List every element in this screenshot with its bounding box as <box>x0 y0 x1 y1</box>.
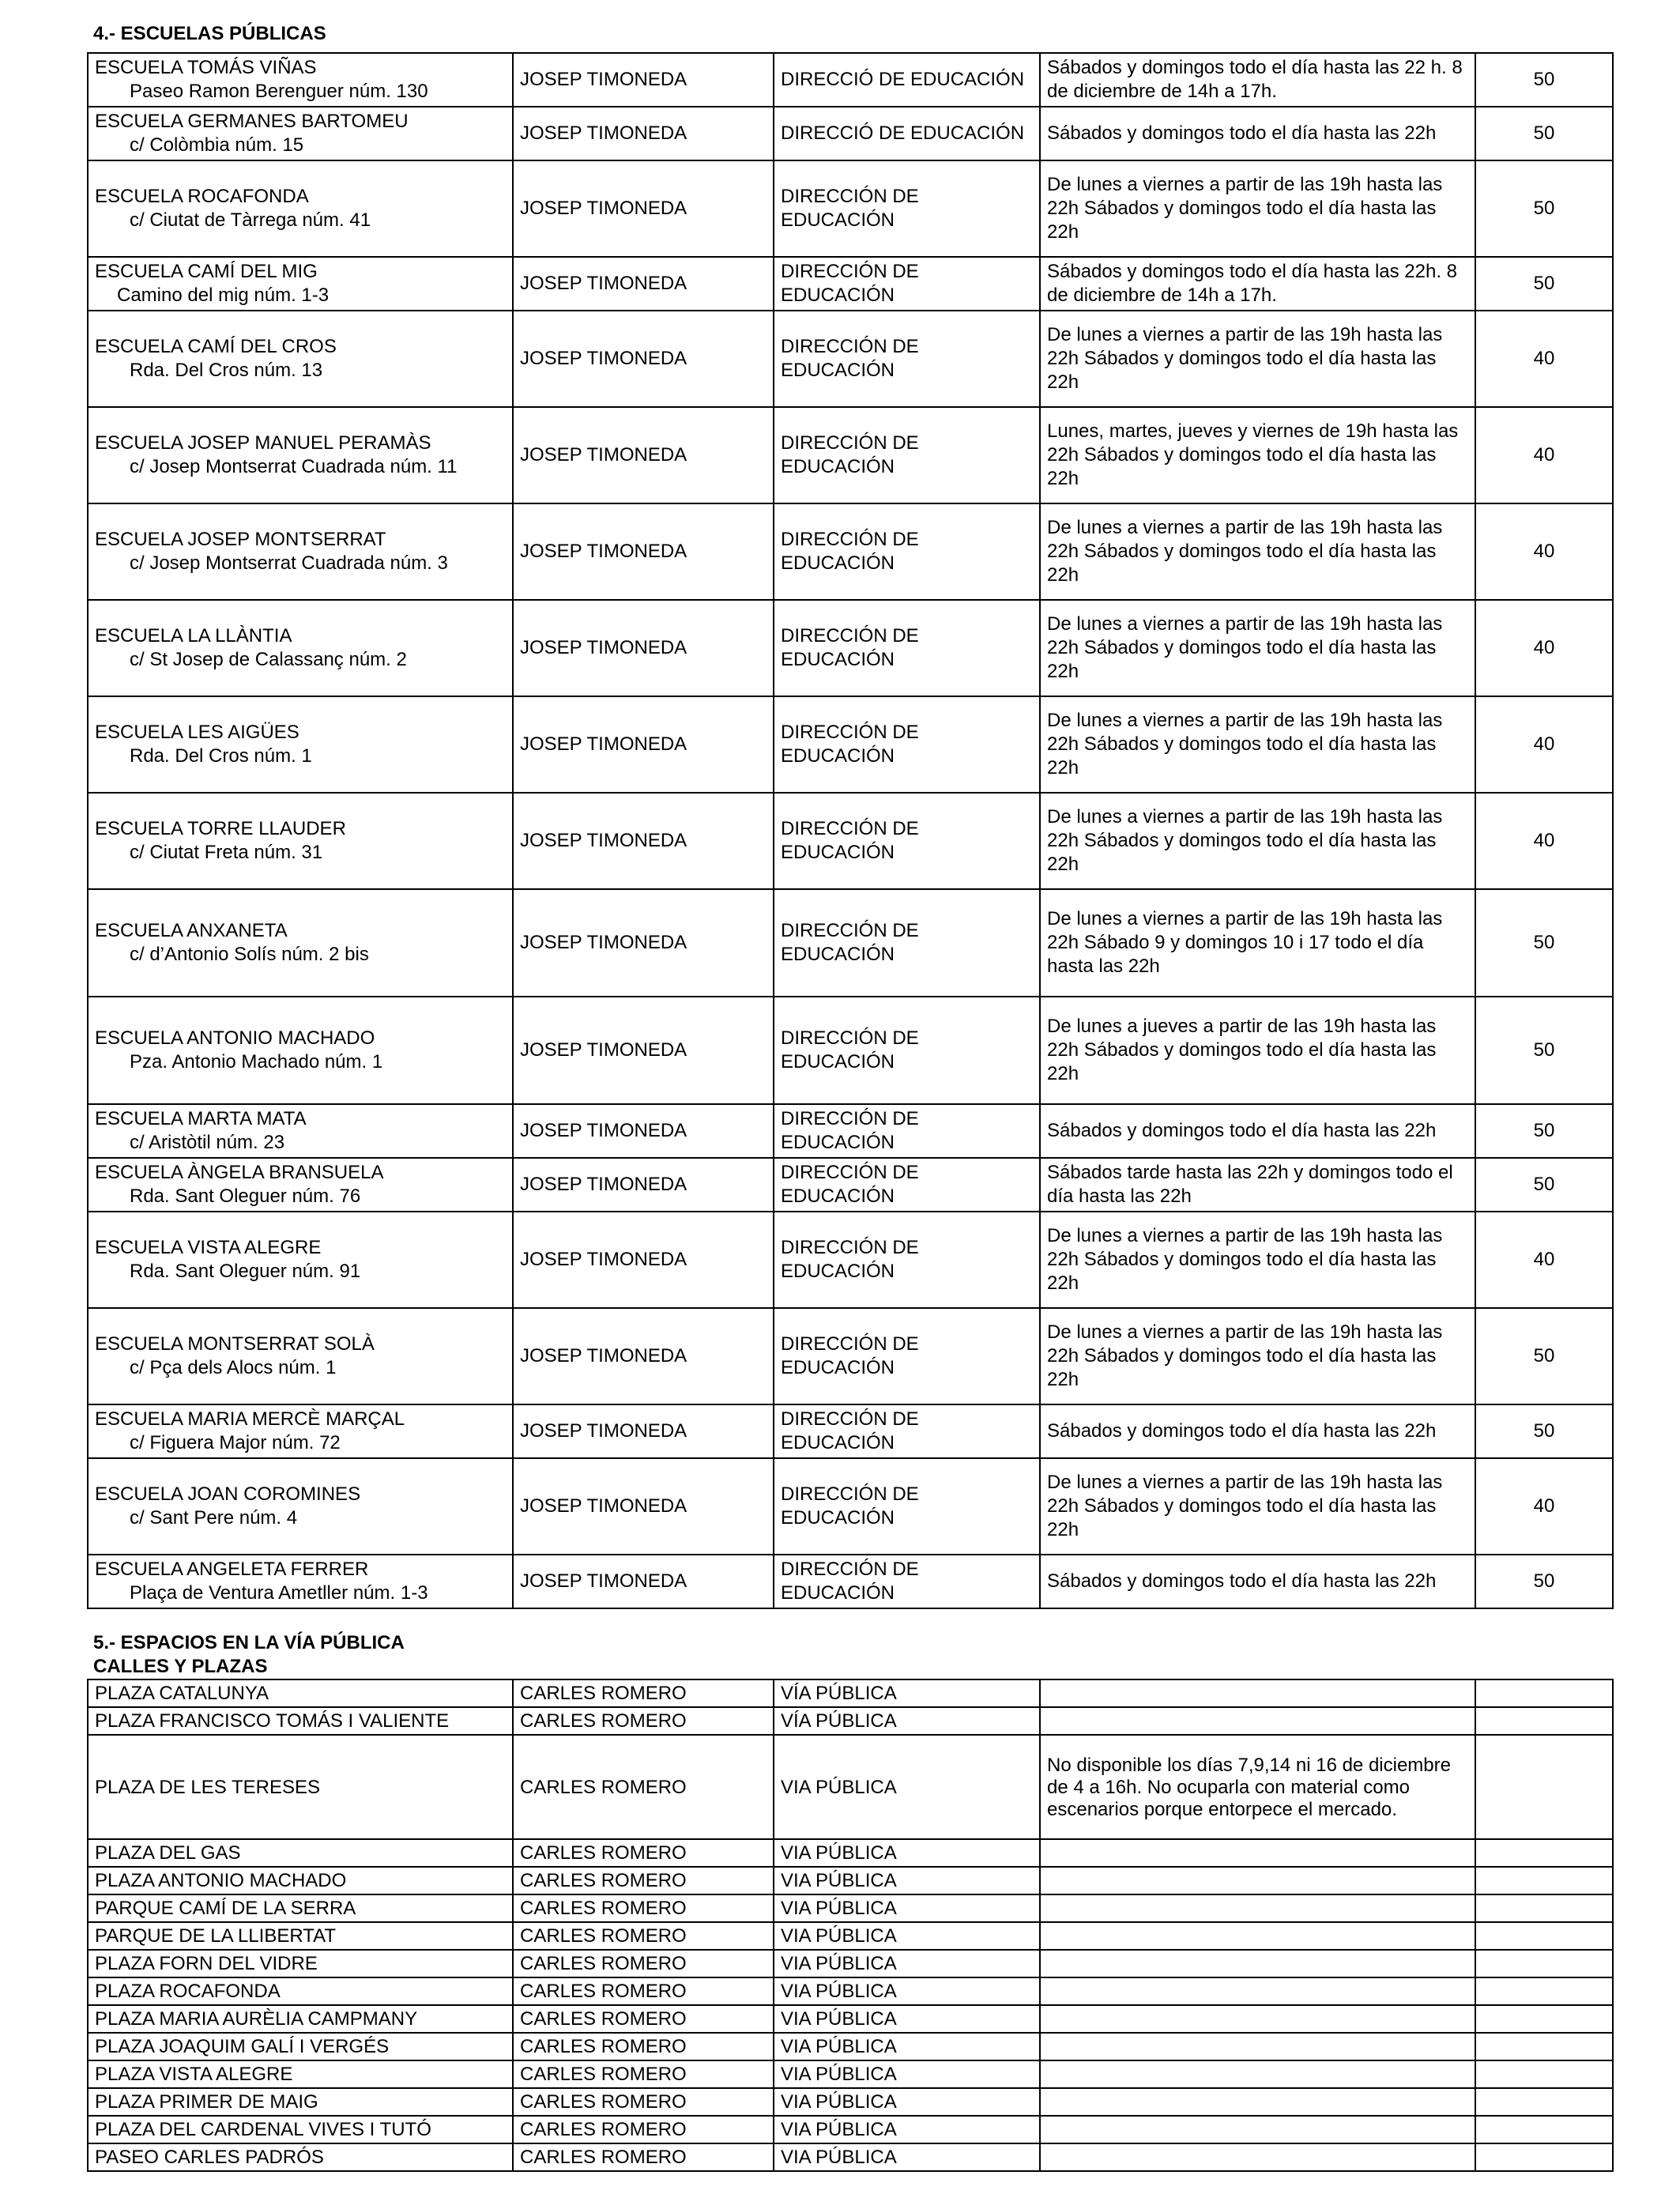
schedule-cell: De lunes a viernes a partir de las 19h hasta las 22h Sábados y domingos todo el día hasta las 22h <box>1040 793 1475 889</box>
school-name-cell <box>88 160 513 257</box>
schedule-cell: Sábados y domingos todo el día hasta las 22h <box>1040 107 1475 160</box>
department-cell: DIRECCIÓN DE EDUCACIÓN <box>774 1404 1040 1458</box>
table-row <box>88 889 1613 997</box>
capacity-cell <box>1475 1867 1613 1894</box>
department-cell: VIA PÚBLICA <box>774 2143 1040 2171</box>
capacity-cell <box>1475 1950 1613 1977</box>
table-row <box>88 2005 1613 2033</box>
space-name-cell: PLAZA DE LES TERESES <box>88 1735 513 1839</box>
department-cell: DIRECCIÓN DE EDUCACIÓN <box>774 793 1040 889</box>
contact-cell: JOSEP TIMONEDA <box>513 503 774 600</box>
table-row <box>88 1158 1613 1212</box>
table-row <box>88 107 1613 160</box>
school-name: ESCUELA LES AIGÜES <box>95 722 299 743</box>
space-name-cell: PLAZA VISTA ALEGRE <box>88 2060 513 2088</box>
department-cell: DIRECCIÓN DE EDUCACIÓN <box>774 889 1040 997</box>
department-cell: VIA PÚBLICA <box>774 1950 1040 1977</box>
contact-cell: CARLES ROMERO <box>513 1839 774 1867</box>
table-row <box>88 2060 1613 2088</box>
contact-cell: CARLES ROMERO <box>513 2116 774 2143</box>
school-name-cell <box>88 1104 513 1158</box>
department-cell: DIRECCIÓN DE EDUCACIÓN <box>774 1555 1040 1608</box>
schedule-cell: Sábados y domingos todo el día hasta las 22h <box>1040 1555 1475 1608</box>
schedule-cell: De lunes a viernes a partir de las 19h hasta las 22h Sábados y domingos todo el día hasta las 22h <box>1040 696 1475 793</box>
notes-cell <box>1040 2033 1475 2060</box>
school-name-cell <box>88 889 513 997</box>
public-schools-table <box>87 52 1614 1609</box>
school-address: c/ Figuera Major núm. 72 <box>130 1432 341 1453</box>
school-name: ESCUELA ANGELETA FERRER <box>95 1559 369 1580</box>
school-name: ESCUELA JOSEP MONTSERRAT <box>95 529 386 550</box>
school-name-cell <box>88 1308 513 1404</box>
schedule-cell: Lunes, martes, jueves y viernes de 19h hasta las 22h Sábados y domingos todo el día hasta las 22h <box>1040 407 1475 503</box>
table-row <box>88 311 1613 407</box>
capacity-cell <box>1475 2116 1613 2143</box>
school-address: c/ Ciutat de Tàrrega núm. 41 <box>130 209 371 231</box>
school-name-cell <box>88 997 513 1104</box>
school-name-cell <box>88 696 513 793</box>
section-5-subtitle: CALLES Y PLAZAS <box>93 1656 268 1677</box>
table-row <box>88 2088 1613 2116</box>
contact-cell: JOSEP TIMONEDA <box>513 160 774 257</box>
capacity-cell: 40 <box>1475 1212 1613 1308</box>
contact-cell: JOSEP TIMONEDA <box>513 889 774 997</box>
school-name-cell <box>88 1555 513 1608</box>
table-row <box>88 600 1613 696</box>
department-cell: VIA PÚBLICA <box>774 1977 1040 2005</box>
school-name: ESCUELA ANXANETA <box>95 920 288 941</box>
contact-cell: CARLES ROMERO <box>513 1922 774 1950</box>
space-name-cell: PLAZA ROCAFONDA <box>88 1977 513 2005</box>
section-4-title: 4.- ESCUELAS PÚBLICAS <box>93 23 326 44</box>
school-name-cell <box>88 311 513 407</box>
table-row <box>88 1308 1613 1404</box>
department-cell: VIA PÚBLICA <box>774 1922 1040 1950</box>
department-cell: DIRECCIÓN DE EDUCACIÓN <box>774 1104 1040 1158</box>
space-name-cell: PLAZA JOAQUIM GALÍ I VERGÉS <box>88 2033 513 2060</box>
contact-cell: CARLES ROMERO <box>513 1950 774 1977</box>
table-row <box>88 53 1613 107</box>
capacity-cell <box>1475 2143 1613 2171</box>
notes-cell <box>1040 1839 1475 1867</box>
school-name-cell <box>88 793 513 889</box>
school-name: ESCUELA TOMÁS VIÑAS <box>95 57 317 78</box>
school-name: ESCUELA CAMÍ DEL MIG <box>95 261 318 282</box>
school-address: Rda. Sant Oleguer núm. 76 <box>130 1186 361 1207</box>
department-cell: VIA PÚBLICA <box>774 1894 1040 1922</box>
table-row <box>88 1707 1613 1735</box>
contact-cell: JOSEP TIMONEDA <box>513 311 774 407</box>
schedule-cell: De lunes a viernes a partir de las 19h hasta las 22h Sábados y domingos todo el día hasta las 22h <box>1040 311 1475 407</box>
contact-cell: JOSEP TIMONEDA <box>513 257 774 311</box>
school-address: Plaça de Ventura Ametller núm. 1-3 <box>130 1582 428 1604</box>
capacity-cell <box>1475 1735 1613 1839</box>
contact-cell: CARLES ROMERO <box>513 2033 774 2060</box>
public-spaces-table-body <box>88 1679 1613 2171</box>
capacity-cell <box>1475 1839 1613 1867</box>
school-name: ESCUELA ÀNGELA BRANSUELA <box>95 1162 384 1183</box>
department-cell: VIA PÚBLICA <box>774 2116 1040 2143</box>
schedule-cell: Sábados y domingos todo el día hasta las 22 h. 8 de diciembre de 14h a 17h. <box>1040 53 1475 107</box>
capacity-cell <box>1475 2060 1613 2088</box>
public-spaces-table <box>87 1679 1614 2172</box>
schedule-cell: De lunes a viernes a partir de las 19h hasta las 22h Sábados y domingos todo el día hasta las 22h <box>1040 1212 1475 1308</box>
capacity-cell: 40 <box>1475 600 1613 696</box>
department-cell: DIRECCIÓN DE EDUCACIÓN <box>774 600 1040 696</box>
school-name: ESCUELA MONTSERRAT SOLÀ <box>95 1333 375 1355</box>
table-row <box>88 1894 1613 1922</box>
table-row <box>88 1867 1613 1894</box>
school-name-cell <box>88 53 513 107</box>
table-row <box>88 2143 1613 2171</box>
school-name: ESCUELA JOAN COROMINES <box>95 1483 361 1505</box>
school-address: c/ Colòmbia núm. 15 <box>130 134 304 156</box>
table-row <box>88 1977 1613 2005</box>
notes-cell <box>1040 1894 1475 1922</box>
capacity-cell: 40 <box>1475 311 1613 407</box>
department-cell: VIA PÚBLICA <box>774 1867 1040 1894</box>
department-cell: VIA PÚBLICA <box>774 1839 1040 1867</box>
contact-cell: JOSEP TIMONEDA <box>513 793 774 889</box>
capacity-cell: 50 <box>1475 1555 1613 1608</box>
table-row <box>88 1104 1613 1158</box>
school-name: ESCUELA ROCAFONDA <box>95 186 309 207</box>
department-cell: DIRECCIÓN DE EDUCACIÓN <box>774 503 1040 600</box>
department-cell: DIRECCIÓN DE EDUCACIÓN <box>774 696 1040 793</box>
schedule-cell: Sábados y domingos todo el día hasta las 22h <box>1040 1404 1475 1458</box>
contact-cell: CARLES ROMERO <box>513 2005 774 2033</box>
school-name-cell <box>88 1404 513 1458</box>
contact-cell: JOSEP TIMONEDA <box>513 997 774 1104</box>
table-row <box>88 793 1613 889</box>
contact-cell: CARLES ROMERO <box>513 2143 774 2171</box>
schedule-cell: De lunes a viernes a partir de las 19h hasta las 22h Sábados y domingos todo el día hasta las 22h <box>1040 1458 1475 1555</box>
school-name-cell <box>88 600 513 696</box>
capacity-cell: 40 <box>1475 793 1613 889</box>
department-cell: DIRECCIÓN DE EDUCACIÓN <box>774 997 1040 1104</box>
notes-cell <box>1040 2116 1475 2143</box>
table-row <box>88 1735 1613 1839</box>
school-address: c/ Pça dels Alocs núm. 1 <box>130 1357 337 1378</box>
contact-cell: JOSEP TIMONEDA <box>513 107 774 160</box>
capacity-cell: 50 <box>1475 1404 1613 1458</box>
department-cell: VIA PÚBLICA <box>774 2060 1040 2088</box>
school-name: ESCUELA CAMÍ DEL CROS <box>95 336 337 357</box>
capacity-cell: 40 <box>1475 407 1613 503</box>
school-address: c/ St Josep de Calassanç núm. 2 <box>130 649 407 670</box>
contact-cell: CARLES ROMERO <box>513 1977 774 2005</box>
contact-cell: CARLES ROMERO <box>513 2088 774 2116</box>
table-row <box>88 1839 1613 1867</box>
capacity-cell: 50 <box>1475 257 1613 311</box>
capacity-cell <box>1475 1707 1613 1735</box>
department-cell: VÍA PÚBLICA <box>774 1707 1040 1735</box>
notes-cell <box>1040 2088 1475 2116</box>
department-cell: DIRECCIÓN DE EDUCACIÓN <box>774 1308 1040 1404</box>
table-row <box>88 997 1613 1104</box>
department-cell: DIRECCIÓN DE EDUCACIÓN <box>774 1212 1040 1308</box>
contact-cell: CARLES ROMERO <box>513 1867 774 1894</box>
department-cell: DIRECCIÓN DE EDUCACIÓN <box>774 407 1040 503</box>
capacity-cell: 50 <box>1475 160 1613 257</box>
notes-cell <box>1040 2060 1475 2088</box>
table-row <box>88 503 1613 600</box>
contact-cell: JOSEP TIMONEDA <box>513 1404 774 1458</box>
space-name-cell: PLAZA CATALUNYA <box>88 1679 513 1707</box>
school-address: Rda. Del Cros núm. 13 <box>130 360 323 381</box>
notes-cell <box>1040 2143 1475 2171</box>
notes-cell <box>1040 1922 1475 1950</box>
contact-cell: JOSEP TIMONEDA <box>513 1308 774 1404</box>
capacity-cell: 40 <box>1475 696 1613 793</box>
table-row <box>88 1458 1613 1555</box>
space-name-cell: PASEO CARLES PADRÓS <box>88 2143 513 2171</box>
table-row <box>88 1922 1613 1950</box>
capacity-cell <box>1475 1977 1613 2005</box>
schedule-cell: De lunes a jueves a partir de las 19h hasta las 22h Sábados y domingos todo el día hasta las 22h <box>1040 997 1475 1104</box>
capacity-cell: 50 <box>1475 889 1613 997</box>
table-row <box>88 257 1613 311</box>
table-row <box>88 2116 1613 2143</box>
table-row <box>88 1404 1613 1458</box>
school-address: c/ Josep Montserrat Cuadrada núm. 3 <box>130 552 448 574</box>
space-name-cell: PLAZA FORN DEL VIDRE <box>88 1950 513 1977</box>
table-row <box>88 160 1613 257</box>
contact-cell: JOSEP TIMONEDA <box>513 696 774 793</box>
schedule-cell: De lunes a viernes a partir de las 19h hasta las 22h Sábado 9 y domingos 10 i 17 todo el día hasta las 22h <box>1040 889 1475 997</box>
school-name-cell <box>88 407 513 503</box>
space-name-cell: PLAZA MARIA AURÈLIA CAMPMANY <box>88 2005 513 2033</box>
contact-cell: CARLES ROMERO <box>513 1735 774 1839</box>
department-cell: VIA PÚBLICA <box>774 2088 1040 2116</box>
schedule-cell: De lunes a viernes a partir de las 19h hasta las 22h Sábados y domingos todo el día hasta las 22h <box>1040 600 1475 696</box>
school-name-cell <box>88 107 513 160</box>
schedule-cell: De lunes a viernes a partir de las 19h hasta las 22h Sábados y domingos todo el día hasta las 22h <box>1040 503 1475 600</box>
public-schools-table-body <box>88 53 1613 1608</box>
capacity-cell <box>1475 2033 1613 2060</box>
capacity-cell <box>1475 1679 1613 1707</box>
contact-cell: CARLES ROMERO <box>513 1679 774 1707</box>
school-name: ESCUELA ANTONIO MACHADO <box>95 1027 375 1049</box>
school-address: c/ Josep Montserrat Cuadrada núm. 11 <box>130 456 458 477</box>
department-cell: VÍA PÚBLICA <box>774 1679 1040 1707</box>
capacity-cell: 50 <box>1475 1158 1613 1212</box>
notes-cell <box>1040 1679 1475 1707</box>
contact-cell: JOSEP TIMONEDA <box>513 1212 774 1308</box>
table-row <box>88 1555 1613 1608</box>
contact-cell: CARLES ROMERO <box>513 1707 774 1735</box>
capacity-cell: 40 <box>1475 1458 1613 1555</box>
table-row <box>88 1679 1613 1707</box>
notes-cell <box>1040 2005 1475 2033</box>
table-row <box>88 1950 1613 1977</box>
contact-cell: JOSEP TIMONEDA <box>513 1458 774 1555</box>
table-row <box>88 1212 1613 1308</box>
contact-cell: JOSEP TIMONEDA <box>513 600 774 696</box>
capacity-cell: 40 <box>1475 503 1613 600</box>
space-name-cell: PLAZA DEL GAS <box>88 1839 513 1867</box>
schedule-cell: Sábados y domingos todo el día hasta las 22h <box>1040 1104 1475 1158</box>
department-cell: VIA PÚBLICA <box>774 2005 1040 2033</box>
section-5-title: 5.- ESPACIOS EN LA VÍA PÚBLICA <box>93 1632 405 1653</box>
school-address: c/ d’Antonio Solís núm. 2 bis <box>130 944 369 965</box>
school-name-cell <box>88 257 513 311</box>
school-address: Pza. Antonio Machado núm. 1 <box>130 1051 383 1072</box>
contact-cell: CARLES ROMERO <box>513 2060 774 2088</box>
department-cell: VIA PÚBLICA <box>774 1735 1040 1839</box>
space-name-cell: PLAZA PRIMER DE MAIG <box>88 2088 513 2116</box>
contact-cell: JOSEP TIMONEDA <box>513 1158 774 1212</box>
school-name: ESCUELA MARTA MATA <box>95 1108 307 1129</box>
school-address: Paseo Ramon Berenguer núm. 130 <box>130 81 428 102</box>
department-cell: DIRECCIÓ DE EDUCACIÓN <box>774 107 1040 160</box>
school-name: ESCUELA GERMANES BARTOMEU <box>95 111 409 132</box>
school-address: c/ Sant Pere núm. 4 <box>130 1507 298 1529</box>
table-row <box>88 696 1613 793</box>
contact-cell: JOSEP TIMONEDA <box>513 1555 774 1608</box>
table-row <box>88 2033 1613 2060</box>
notes-cell <box>1040 1950 1475 1977</box>
department-cell: DIRECCIÓN DE EDUCACIÓN <box>774 1458 1040 1555</box>
school-address: Camino del mig núm. 1-3 <box>117 285 330 306</box>
space-name-cell: PARQUE DE LA LLIBERTAT <box>88 1922 513 1950</box>
school-address: Rda. Del Cros núm. 1 <box>130 745 312 767</box>
contact-cell: JOSEP TIMONEDA <box>513 407 774 503</box>
schedule-cell: Sábados tarde hasta las 22h y domingos todo el día hasta las 22h <box>1040 1158 1475 1212</box>
department-cell: DIRECCIÓN DE EDUCACIÓN <box>774 311 1040 407</box>
contact-cell: CARLES ROMERO <box>513 1894 774 1922</box>
department-cell: DIRECCIÓN DE EDUCACIÓN <box>774 1158 1040 1212</box>
notes-cell: No disponible los días 7,9,14 ni 16 de diciembre de 4 a 16h. No ocuparla con material como escenarios porque entorpece el mercado. <box>1040 1735 1475 1839</box>
school-name: ESCUELA LA LLÀNTIA <box>95 625 292 647</box>
school-name-cell <box>88 503 513 600</box>
notes-cell <box>1040 1867 1475 1894</box>
space-name-cell: PLAZA DEL CARDENAL VIVES I TUTÓ <box>88 2116 513 2143</box>
school-name: ESCUELA MARIA MERCÈ MARÇAL <box>95 1408 405 1430</box>
capacity-cell <box>1475 1894 1613 1922</box>
capacity-cell: 50 <box>1475 107 1613 160</box>
school-name-cell <box>88 1212 513 1308</box>
notes-cell <box>1040 1977 1475 2005</box>
department-cell: DIRECCIÓN DE EDUCACIÓN <box>774 160 1040 257</box>
school-name: ESCUELA VISTA ALEGRE <box>95 1237 322 1258</box>
school-address: c/ Ciutat Freta núm. 31 <box>130 842 323 863</box>
capacity-cell: 50 <box>1475 1104 1613 1158</box>
school-name-cell <box>88 1458 513 1555</box>
capacity-cell <box>1475 1922 1613 1950</box>
notes-cell <box>1040 1707 1475 1735</box>
capacity-cell <box>1475 2088 1613 2116</box>
school-name: ESCUELA TORRE LLAUDER <box>95 818 346 839</box>
space-name-cell: PARQUE CAMÍ DE LA SERRA <box>88 1894 513 1922</box>
capacity-cell <box>1475 2005 1613 2033</box>
school-address: Rda. Sant Oleguer núm. 91 <box>130 1261 361 1282</box>
department-cell: DIRECCIÓN DE EDUCACIÓN <box>774 257 1040 311</box>
school-name-cell <box>88 1158 513 1212</box>
table-row <box>88 407 1613 503</box>
school-address: c/ Aristòtil núm. 23 <box>130 1132 285 1153</box>
space-name-cell: PLAZA FRANCISCO TOMÁS I VALIENTE <box>88 1707 513 1735</box>
capacity-cell: 50 <box>1475 53 1613 107</box>
department-cell: VIA PÚBLICA <box>774 2033 1040 2060</box>
department-cell: DIRECCIÓ DE EDUCACIÓN <box>774 53 1040 107</box>
space-name-cell: PLAZA ANTONIO MACHADO <box>88 1867 513 1894</box>
capacity-cell: 50 <box>1475 1308 1613 1404</box>
contact-cell: JOSEP TIMONEDA <box>513 53 774 107</box>
schedule-cell: De lunes a viernes a partir de las 19h hasta las 22h Sábados y domingos todo el día hasta las 22h <box>1040 1308 1475 1404</box>
school-name: ESCUELA JOSEP MANUEL PERAMÀS <box>95 432 431 454</box>
contact-cell: JOSEP TIMONEDA <box>513 1104 774 1158</box>
schedule-cell: De lunes a viernes a partir de las 19h hasta las 22h Sábados y domingos todo el día hasta las 22h <box>1040 160 1475 257</box>
schedule-cell: Sábados y domingos todo el día hasta las 22h. 8 de diciembre de 14h a 17h. <box>1040 257 1475 311</box>
capacity-cell: 50 <box>1475 997 1613 1104</box>
